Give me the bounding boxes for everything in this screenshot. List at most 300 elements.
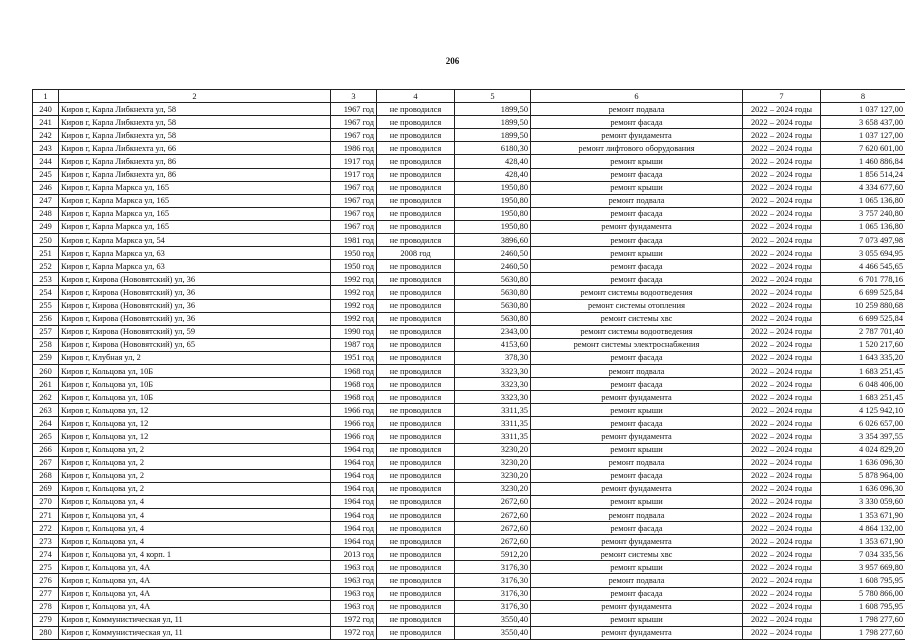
address-cell: Киров г, Карла Либкнехта ул, 66: [59, 142, 331, 155]
build-year-cell: 1967 год: [331, 129, 377, 142]
period-cell: 2022 – 2024 годы: [743, 155, 821, 168]
area-cell: 3323,30: [455, 391, 531, 404]
build-year-cell: 1950 год: [331, 260, 377, 273]
cost-cell: 1 460 886,84: [821, 155, 905, 168]
cost-cell: 5 780 866,00: [821, 587, 905, 600]
row-number-cell: 275: [33, 561, 59, 574]
area-cell: 428,40: [455, 155, 531, 168]
work-type-cell: ремонт подвала: [531, 574, 743, 587]
address-cell: Киров г, Карла Либкнехта ул, 86: [59, 168, 331, 181]
build-year-cell: 1987 год: [331, 338, 377, 351]
area-cell: 1899,50: [455, 116, 531, 129]
cost-cell: 1 798 277,60: [821, 613, 905, 626]
last-repair-cell: не проводился: [377, 469, 455, 482]
address-cell: Киров г, Карла Маркса ул, 54: [59, 234, 331, 247]
address-cell: Киров г, Карла Маркса ул, 165: [59, 220, 331, 233]
area-cell: 1950,80: [455, 207, 531, 220]
period-cell: 2022 – 2024 годы: [743, 587, 821, 600]
period-cell: 2022 – 2024 годы: [743, 495, 821, 508]
last-repair-cell: не проводился: [377, 325, 455, 338]
row-number-cell: 272: [33, 522, 59, 535]
address-cell: Киров г, Кирова (Нововятский) ул, 36: [59, 312, 331, 325]
period-cell: 2022 – 2024 годы: [743, 260, 821, 273]
table-row: [33, 482, 905, 495]
work-type-cell: ремонт фасада: [531, 168, 743, 181]
build-year-cell: 1967 год: [331, 103, 377, 116]
build-year-cell: 1964 год: [331, 495, 377, 508]
build-year-cell: 1967 год: [331, 207, 377, 220]
cost-cell: 1 683 251,45: [821, 364, 905, 377]
cost-cell: 7 073 497,98: [821, 234, 905, 247]
area-cell: 4153,60: [455, 338, 531, 351]
build-year-cell: 1964 год: [331, 509, 377, 522]
cost-cell: 3 330 059,60: [821, 495, 905, 508]
period-cell: 2022 – 2024 годы: [743, 234, 821, 247]
build-year-cell: 1992 год: [331, 312, 377, 325]
column-number: 4: [377, 90, 455, 103]
work-type-cell: ремонт крыши: [531, 443, 743, 456]
table-row: [33, 404, 905, 417]
area-cell: 3896,60: [455, 234, 531, 247]
last-repair-cell: не проводился: [377, 600, 455, 613]
table-row: [33, 613, 905, 626]
period-cell: 2022 – 2024 годы: [743, 299, 821, 312]
area-cell: 2672,60: [455, 495, 531, 508]
last-repair-cell: не проводился: [377, 351, 455, 364]
cost-cell: 1 608 795,95: [821, 600, 905, 613]
area-cell: 2343,00: [455, 325, 531, 338]
work-type-cell: ремонт фундамента: [531, 626, 743, 639]
build-year-cell: 1963 год: [331, 574, 377, 587]
address-cell: Киров г, Кольцова ул, 2: [59, 456, 331, 469]
last-repair-cell: не проводился: [377, 587, 455, 600]
work-type-cell: ремонт крыши: [531, 495, 743, 508]
table-row: [33, 495, 905, 508]
address-cell: Киров г, Кольцова ул, 4А: [59, 574, 331, 587]
area-cell: 5630,80: [455, 273, 531, 286]
table-row: [33, 417, 905, 430]
last-repair-cell: не проводился: [377, 142, 455, 155]
work-type-cell: ремонт фасада: [531, 207, 743, 220]
cost-cell: 1 798 277,60: [821, 626, 905, 639]
address-cell: Киров г, Кольцова ул, 12: [59, 404, 331, 417]
table-row: [33, 129, 905, 142]
last-repair-cell: не проводился: [377, 522, 455, 535]
area-cell: 1899,50: [455, 129, 531, 142]
cost-cell: 6 026 657,00: [821, 417, 905, 430]
cost-cell: 1 636 096,30: [821, 456, 905, 469]
last-repair-cell: не проводился: [377, 207, 455, 220]
table-row: [33, 522, 905, 535]
address-cell: Киров г, Кольцова ул, 2: [59, 482, 331, 495]
row-number-cell: 259: [33, 351, 59, 364]
address-cell: Киров г, Коммунистическая ул, 11: [59, 626, 331, 639]
table-row: [33, 234, 905, 247]
table-row: [33, 561, 905, 574]
address-cell: Киров г, Кольцова ул, 4А: [59, 587, 331, 600]
period-cell: 2022 – 2024 годы: [743, 142, 821, 155]
row-number-cell: 269: [33, 482, 59, 495]
table-row: [33, 509, 905, 522]
cost-cell: 6 048 406,00: [821, 378, 905, 391]
cost-cell: 6 699 525,84: [821, 312, 905, 325]
table-row: [33, 286, 905, 299]
address-cell: Киров г, Кольцова ул, 4 корп. 1: [59, 548, 331, 561]
table-row: [33, 600, 905, 613]
last-repair-cell: не проводился: [377, 391, 455, 404]
period-cell: 2022 – 2024 годы: [743, 613, 821, 626]
work-type-cell: ремонт подвала: [531, 456, 743, 469]
work-type-cell: ремонт крыши: [531, 404, 743, 417]
column-number: 1: [33, 90, 59, 103]
row-number-cell: 250: [33, 234, 59, 247]
address-cell: Киров г, Карла Маркса ул, 63: [59, 260, 331, 273]
build-year-cell: 1990 год: [331, 325, 377, 338]
period-cell: 2022 – 2024 годы: [743, 548, 821, 561]
column-number: 8: [821, 90, 905, 103]
work-type-cell: ремонт фасада: [531, 469, 743, 482]
row-number-cell: 246: [33, 181, 59, 194]
area-cell: 3550,40: [455, 613, 531, 626]
address-cell: Киров г, Карла Маркса ул, 165: [59, 194, 331, 207]
address-cell: Киров г, Кольцова ул, 4: [59, 495, 331, 508]
build-year-cell: 1964 год: [331, 522, 377, 535]
period-cell: 2022 – 2024 годы: [743, 417, 821, 430]
build-year-cell: 1992 год: [331, 299, 377, 312]
row-number-cell: 255: [33, 299, 59, 312]
cost-cell: 4 024 829,20: [821, 443, 905, 456]
capital-repair-table: [32, 89, 905, 640]
build-year-cell: 1967 год: [331, 181, 377, 194]
cost-cell: 7 620 601,00: [821, 142, 905, 155]
period-cell: 2022 – 2024 годы: [743, 325, 821, 338]
cost-cell: 1 353 671,90: [821, 535, 905, 548]
table-row: [33, 430, 905, 443]
build-year-cell: 1964 год: [331, 443, 377, 456]
build-year-cell: 2013 год: [331, 548, 377, 561]
period-cell: 2022 – 2024 годы: [743, 168, 821, 181]
address-cell: Киров г, Кольцова ул, 10Б: [59, 378, 331, 391]
work-type-cell: ремонт подвала: [531, 364, 743, 377]
table-row: [33, 574, 905, 587]
cost-cell: 4 125 942,10: [821, 404, 905, 417]
table-row: [33, 181, 905, 194]
address-cell: Киров г, Кольцова ул, 10Б: [59, 391, 331, 404]
period-cell: 2022 – 2024 годы: [743, 286, 821, 299]
row-number-cell: 280: [33, 626, 59, 639]
work-type-cell: ремонт фундамента: [531, 430, 743, 443]
build-year-cell: 1963 год: [331, 587, 377, 600]
last-repair-cell: не проводился: [377, 338, 455, 351]
last-repair-cell: не проводился: [377, 626, 455, 639]
row-number-cell: 265: [33, 430, 59, 443]
work-type-cell: ремонт крыши: [531, 613, 743, 626]
address-cell: Киров г, Кольцова ул, 2: [59, 469, 331, 482]
row-number-cell: 273: [33, 535, 59, 548]
period-cell: 2022 – 2024 годы: [743, 103, 821, 116]
cost-cell: 1 037 127,00: [821, 129, 905, 142]
address-cell: Киров г, Клубная ул, 2: [59, 351, 331, 364]
column-number: 3: [331, 90, 377, 103]
table-row: [33, 260, 905, 273]
table-row: [33, 351, 905, 364]
work-type-cell: ремонт фундамента: [531, 220, 743, 233]
last-repair-cell: не проводился: [377, 535, 455, 548]
address-cell: Киров г, Кольцова ул, 2: [59, 443, 331, 456]
last-repair-cell: не проводился: [377, 273, 455, 286]
build-year-cell: 1968 год: [331, 391, 377, 404]
last-repair-cell: не проводился: [377, 116, 455, 129]
last-repair-cell: не проводился: [377, 194, 455, 207]
area-cell: 5630,80: [455, 299, 531, 312]
row-number-cell: 258: [33, 338, 59, 351]
area-cell: 1899,50: [455, 103, 531, 116]
work-type-cell: ремонт подвала: [531, 509, 743, 522]
column-number: 6: [531, 90, 743, 103]
address-cell: Киров г, Кольцова ул, 12: [59, 417, 331, 430]
work-type-cell: ремонт фундамента: [531, 129, 743, 142]
cost-cell: 1 065 136,80: [821, 194, 905, 207]
row-number-cell: 256: [33, 312, 59, 325]
build-year-cell: 1917 год: [331, 155, 377, 168]
build-year-cell: 1964 год: [331, 469, 377, 482]
address-cell: Киров г, Карла Маркса ул, 63: [59, 247, 331, 260]
table-row: [33, 142, 905, 155]
row-number-cell: 267: [33, 456, 59, 469]
period-cell: 2022 – 2024 годы: [743, 626, 821, 639]
cost-cell: 4 864 132,00: [821, 522, 905, 535]
work-type-cell: ремонт крыши: [531, 155, 743, 168]
last-repair-cell: не проводился: [377, 220, 455, 233]
column-number: 7: [743, 90, 821, 103]
period-cell: 2022 – 2024 годы: [743, 273, 821, 286]
cost-cell: 2 787 701,40: [821, 325, 905, 338]
build-year-cell: 1966 год: [331, 404, 377, 417]
build-year-cell: 1963 год: [331, 561, 377, 574]
work-type-cell: ремонт фасада: [531, 378, 743, 391]
row-number-cell: 276: [33, 574, 59, 587]
work-type-cell: ремонт фасада: [531, 351, 743, 364]
cost-cell: 3 658 437,00: [821, 116, 905, 129]
cost-cell: 1 856 514,24: [821, 168, 905, 181]
table-row: [33, 247, 905, 260]
area-cell: 428,40: [455, 168, 531, 181]
area-cell: 2672,60: [455, 522, 531, 535]
period-cell: 2022 – 2024 годы: [743, 391, 821, 404]
cost-cell: 3 055 694,95: [821, 247, 905, 260]
period-cell: 2022 – 2024 годы: [743, 220, 821, 233]
cost-cell: 4 334 677,60: [821, 181, 905, 194]
table-row: [33, 391, 905, 404]
address-cell: Киров г, Кирова (Нововятский) ул, 36: [59, 299, 331, 312]
row-number-cell: 242: [33, 129, 59, 142]
build-year-cell: 1968 год: [331, 378, 377, 391]
area-cell: 1950,80: [455, 220, 531, 233]
area-cell: 3311,35: [455, 417, 531, 430]
table-row: [33, 469, 905, 482]
cost-cell: 7 034 335,56: [821, 548, 905, 561]
period-cell: 2022 – 2024 годы: [743, 129, 821, 142]
area-cell: 3550,40: [455, 626, 531, 639]
period-cell: 2022 – 2024 годы: [743, 351, 821, 364]
cost-cell: 1 353 671,90: [821, 509, 905, 522]
period-cell: 2022 – 2024 годы: [743, 247, 821, 260]
row-number-cell: 260: [33, 364, 59, 377]
area-cell: 2672,60: [455, 535, 531, 548]
work-type-cell: ремонт фасада: [531, 116, 743, 129]
area-cell: 5912,20: [455, 548, 531, 561]
build-year-cell: 1951 год: [331, 351, 377, 364]
area-cell: 5630,80: [455, 312, 531, 325]
address-cell: Киров г, Кольцова ул, 4: [59, 509, 331, 522]
row-number-cell: 253: [33, 273, 59, 286]
work-type-cell: ремонт фасада: [531, 417, 743, 430]
build-year-cell: 1967 год: [331, 194, 377, 207]
address-cell: Киров г, Кольцова ул, 12: [59, 430, 331, 443]
table-row: [33, 587, 905, 600]
last-repair-cell: не проводился: [377, 286, 455, 299]
last-repair-cell: не проводился: [377, 155, 455, 168]
build-year-cell: 1992 год: [331, 273, 377, 286]
table-row: [33, 364, 905, 377]
row-number-cell: 257: [33, 325, 59, 338]
row-number-cell: 244: [33, 155, 59, 168]
period-cell: 2022 – 2024 годы: [743, 116, 821, 129]
area-cell: 2460,50: [455, 260, 531, 273]
row-number-cell: 243: [33, 142, 59, 155]
cost-cell: 3 354 397,55: [821, 430, 905, 443]
cost-cell: 5 878 964,00: [821, 469, 905, 482]
last-repair-cell: не проводился: [377, 103, 455, 116]
row-number-cell: 279: [33, 613, 59, 626]
work-type-cell: ремонт фундамента: [531, 391, 743, 404]
table-row: [33, 626, 905, 639]
cost-cell: 1 636 096,30: [821, 482, 905, 495]
area-cell: 3176,30: [455, 587, 531, 600]
cost-cell: 3 957 669,80: [821, 561, 905, 574]
cost-cell: 4 466 545,65: [821, 260, 905, 273]
work-type-cell: ремонт фасада: [531, 260, 743, 273]
cost-cell: 1 065 136,80: [821, 220, 905, 233]
cost-cell: 10 259 880,68: [821, 299, 905, 312]
column-number: 5: [455, 90, 531, 103]
table-row: [33, 535, 905, 548]
last-repair-cell: не проводился: [377, 548, 455, 561]
area-cell: 3230,20: [455, 456, 531, 469]
table-row: [33, 299, 905, 312]
address-cell: Киров г, Кольцова ул, 4А: [59, 561, 331, 574]
period-cell: 2022 – 2024 годы: [743, 404, 821, 417]
work-type-cell: ремонт лифтового оборудования: [531, 142, 743, 155]
build-year-cell: 1917 год: [331, 168, 377, 181]
work-type-cell: ремонт фундамента: [531, 600, 743, 613]
row-number-cell: 278: [33, 600, 59, 613]
address-cell: Киров г, Карла Либкнехта ул, 58: [59, 103, 331, 116]
area-cell: 3311,35: [455, 430, 531, 443]
area-cell: 3176,30: [455, 574, 531, 587]
build-year-cell: 1968 год: [331, 364, 377, 377]
area-cell: 1950,80: [455, 181, 531, 194]
work-type-cell: ремонт системы хвс: [531, 312, 743, 325]
last-repair-cell: не проводился: [377, 299, 455, 312]
period-cell: 2022 – 2024 годы: [743, 378, 821, 391]
table-row: [33, 168, 905, 181]
cost-cell: 1 643 335,20: [821, 351, 905, 364]
table-row: [33, 378, 905, 391]
last-repair-cell: не проводился: [377, 430, 455, 443]
period-cell: 2022 – 2024 годы: [743, 430, 821, 443]
last-repair-cell: не проводился: [377, 495, 455, 508]
build-year-cell: 1964 год: [331, 456, 377, 469]
work-type-cell: ремонт фундамента: [531, 482, 743, 495]
table-row: [33, 273, 905, 286]
page-number: 206: [0, 56, 905, 66]
last-repair-cell: не проводился: [377, 168, 455, 181]
row-number-cell: 249: [33, 220, 59, 233]
table-body: [33, 103, 905, 640]
last-repair-cell: не проводился: [377, 613, 455, 626]
row-number-cell: 254: [33, 286, 59, 299]
row-number-cell: 251: [33, 247, 59, 260]
address-cell: Киров г, Кирова (Нововятский) ул, 65: [59, 338, 331, 351]
area-cell: 3230,20: [455, 443, 531, 456]
address-cell: Киров г, Кирова (Нововятский) ул, 36: [59, 286, 331, 299]
period-cell: 2022 – 2024 годы: [743, 482, 821, 495]
build-year-cell: 1964 год: [331, 482, 377, 495]
address-cell: Киров г, Кирова (Нововятский) ул, 36: [59, 273, 331, 286]
last-repair-cell: не проводился: [377, 482, 455, 495]
row-number-cell: 264: [33, 417, 59, 430]
work-type-cell: ремонт фасада: [531, 522, 743, 535]
work-type-cell: ремонт системы водоотведения: [531, 286, 743, 299]
last-repair-cell: не проводился: [377, 378, 455, 391]
cost-cell: 1 683 251,45: [821, 391, 905, 404]
row-number-cell: 261: [33, 378, 59, 391]
work-type-cell: ремонт фундамента: [531, 535, 743, 548]
table-row: [33, 325, 905, 338]
column-number-row: [33, 90, 905, 103]
last-repair-cell: 2008 год: [377, 247, 455, 260]
period-cell: 2022 – 2024 годы: [743, 194, 821, 207]
period-cell: 2022 – 2024 годы: [743, 456, 821, 469]
last-repair-cell: не проводился: [377, 312, 455, 325]
table-row: [33, 155, 905, 168]
build-year-cell: 1992 год: [331, 286, 377, 299]
work-type-cell: ремонт крыши: [531, 247, 743, 260]
work-type-cell: ремонт фасада: [531, 273, 743, 286]
period-cell: 2022 – 2024 годы: [743, 574, 821, 587]
build-year-cell: 1963 год: [331, 600, 377, 613]
table-row: [33, 194, 905, 207]
work-type-cell: ремонт фасада: [531, 234, 743, 247]
last-repair-cell: не проводился: [377, 404, 455, 417]
address-cell: Киров г, Карла Либкнехта ул, 86: [59, 155, 331, 168]
last-repair-cell: не проводился: [377, 364, 455, 377]
last-repair-cell: не проводился: [377, 129, 455, 142]
address-cell: Киров г, Кольцова ул, 4: [59, 535, 331, 548]
area-cell: 3323,30: [455, 364, 531, 377]
last-repair-cell: не проводился: [377, 260, 455, 273]
address-cell: Киров г, Карла Либкнехта ул, 58: [59, 116, 331, 129]
period-cell: 2022 – 2024 годы: [743, 338, 821, 351]
work-type-cell: ремонт крыши: [531, 561, 743, 574]
build-year-cell: 1972 год: [331, 626, 377, 639]
row-number-cell: 262: [33, 391, 59, 404]
row-number-cell: 241: [33, 116, 59, 129]
last-repair-cell: не проводился: [377, 561, 455, 574]
row-number-cell: 271: [33, 509, 59, 522]
period-cell: 2022 – 2024 годы: [743, 443, 821, 456]
